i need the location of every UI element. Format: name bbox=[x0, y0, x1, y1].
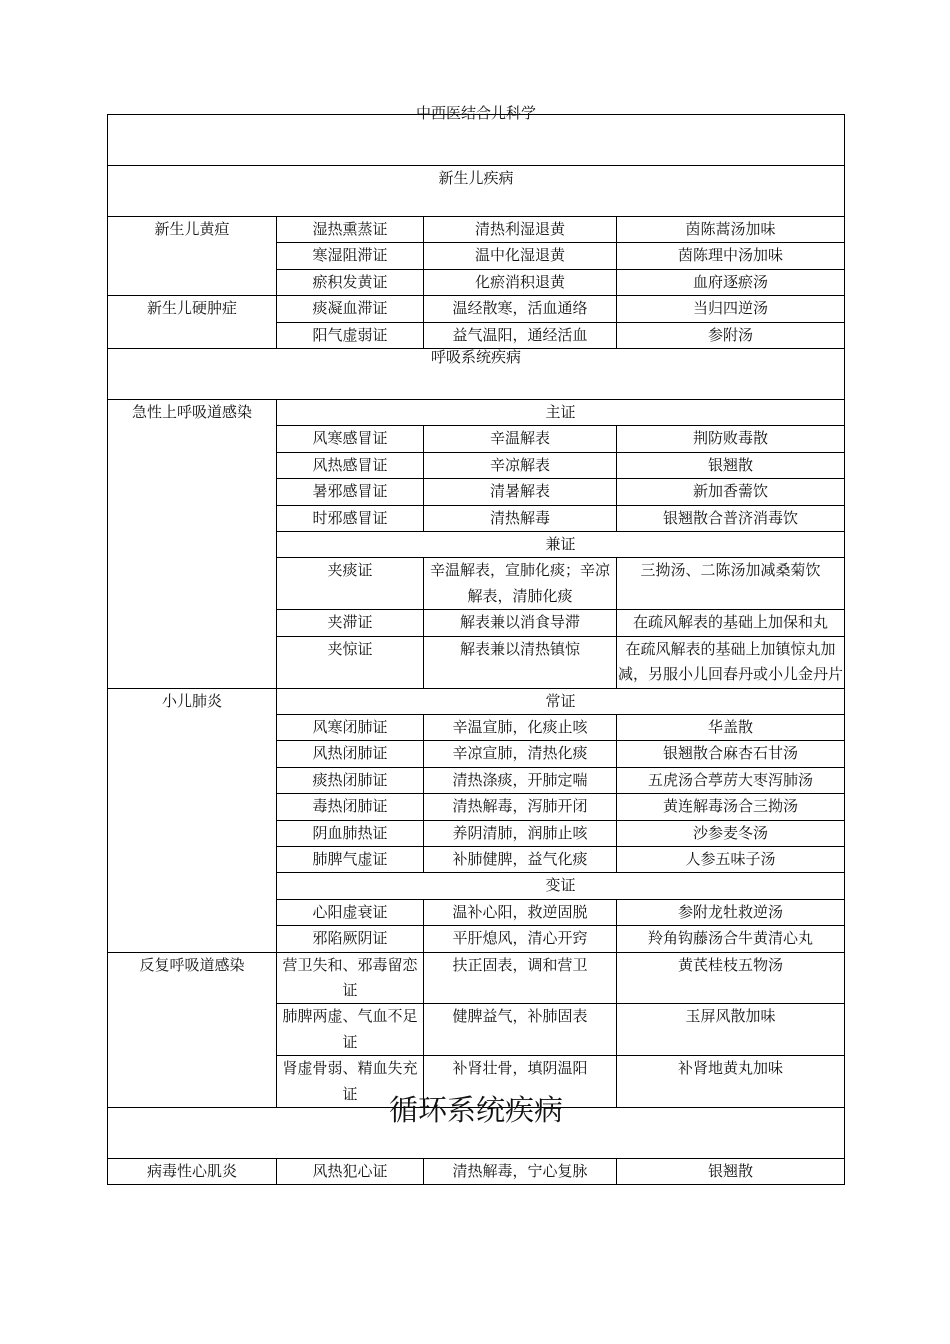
formula-cell: 参附汤 bbox=[617, 322, 845, 348]
disease-cell: 新生儿硬肿症 bbox=[108, 296, 277, 349]
syndrome-cell: 肺脾两虚、气血不足证 bbox=[277, 1004, 424, 1056]
treatment-cell: 补肺健脾，益气化痰 bbox=[424, 846, 617, 872]
tcm-pediatrics-table bbox=[107, 104, 845, 1185]
formula-cell: 羚角钩藤汤合牛黄清心丸 bbox=[617, 926, 845, 952]
syndrome-cell: 邪陷厥阴证 bbox=[277, 926, 424, 952]
treatment-cell: 健脾益气，补肺固表 bbox=[424, 1004, 617, 1056]
formula-cell: 人参五味子汤 bbox=[617, 846, 845, 872]
treatment-cell: 辛温解表 bbox=[424, 426, 617, 452]
disease-cell: 急性上呼吸道感染 bbox=[108, 400, 277, 688]
formula-cell: 补肾地黄丸加味 bbox=[617, 1056, 845, 1108]
syndrome-cell: 痰热闭肺证 bbox=[277, 767, 424, 793]
treatment-cell: 清热解毒，泻肺开闭 bbox=[424, 794, 617, 820]
treatment-cell: 辛凉解表 bbox=[424, 452, 617, 478]
treatment-cell: 清热解毒 bbox=[424, 505, 617, 531]
formula-cell: 茵陈理中汤加味 bbox=[617, 243, 845, 269]
formula-cell: 参附龙牡救逆汤 bbox=[617, 899, 845, 925]
treatment-cell: 解表兼以清热镇惊 bbox=[424, 636, 617, 688]
syndrome-cell: 瘀积发黄证 bbox=[277, 269, 424, 295]
table-row bbox=[108, 296, 845, 322]
treatment-cell: 温经散寒，活血通络 bbox=[424, 296, 617, 322]
syndrome-cell: 风寒感冒证 bbox=[277, 426, 424, 452]
syndrome-cell: 夹惊证 bbox=[277, 636, 424, 688]
syndrome-cell: 营卫失和、邪毒留恋证 bbox=[277, 952, 424, 1004]
syndrome-cell: 夹痰证 bbox=[277, 558, 424, 610]
table-row bbox=[108, 400, 845, 426]
syndrome-cell: 阴血肺热证 bbox=[277, 820, 424, 846]
formula-cell: 银翘散合普济消毒饮 bbox=[617, 505, 845, 531]
treatment-cell: 化瘀消积退黄 bbox=[424, 269, 617, 295]
syndrome-cell: 风热感冒证 bbox=[277, 452, 424, 478]
syndrome-cell: 风热犯心证 bbox=[277, 1159, 424, 1185]
treatment-cell: 补肾壮骨，填阴温阳 bbox=[424, 1056, 617, 1108]
syndrome-cell: 夹滞证 bbox=[277, 610, 424, 636]
disease-cell: 新生儿黄疸 bbox=[108, 217, 277, 296]
syndrome-cell: 时邪感冒证 bbox=[277, 505, 424, 531]
treatment-cell: 清热利湿退黄 bbox=[424, 217, 617, 243]
section-newborn: 新生儿疾病 bbox=[108, 166, 845, 217]
table-row bbox=[108, 1159, 845, 1185]
section-respiratory: 呼吸系统疾病 bbox=[108, 349, 845, 400]
syndrome-cell: 肺脾气虚证 bbox=[277, 846, 424, 872]
treatment-cell: 扶正固表，调和营卫 bbox=[424, 952, 617, 1004]
formula-cell: 五虎汤合葶苈大枣泻肺汤 bbox=[617, 767, 845, 793]
formula-cell: 银翘散合麻杏石甘汤 bbox=[617, 741, 845, 767]
disease-cell: 病毒性心肌炎 bbox=[108, 1159, 277, 1185]
treatment-cell: 温补心阳，救逆固脱 bbox=[424, 899, 617, 925]
document-title: 中西医结合儿科学 bbox=[108, 115, 845, 166]
syndrome-cell: 心阳虚衰证 bbox=[277, 899, 424, 925]
formula-cell: 血府逐瘀汤 bbox=[617, 269, 845, 295]
syndrome-cell: 湿热熏蒸证 bbox=[277, 217, 424, 243]
formula-cell: 银翘散 bbox=[617, 1159, 845, 1185]
table-row bbox=[108, 688, 845, 714]
treatment-cell: 养阴清肺，润肺止咳 bbox=[424, 820, 617, 846]
syndrome-cell: 阳气虚弱证 bbox=[277, 322, 424, 348]
disease-cell: 反复呼吸道感染 bbox=[108, 952, 277, 1107]
formula-cell: 银翘散 bbox=[617, 452, 845, 478]
treatment-cell: 清热涤痰，开肺定喘 bbox=[424, 767, 617, 793]
formula-cell: 新加香薷饮 bbox=[617, 479, 845, 505]
formula-cell: 华盖散 bbox=[617, 714, 845, 740]
formula-cell: 沙参麦冬汤 bbox=[617, 820, 845, 846]
formula-cell: 黄芪桂枝五物汤 bbox=[617, 952, 845, 1004]
syndrome-cell: 暑邪感冒证 bbox=[277, 479, 424, 505]
treatment-cell: 清热解毒，宁心复脉 bbox=[424, 1159, 617, 1185]
syndrome-cell: 风热闭肺证 bbox=[277, 741, 424, 767]
syndrome-cell: 寒湿阻滞证 bbox=[277, 243, 424, 269]
treatment-cell: 清暑解表 bbox=[424, 479, 617, 505]
treatment-cell: 平肝熄风，清心开窍 bbox=[424, 926, 617, 952]
syndrome-cell: 毒热闭肺证 bbox=[277, 794, 424, 820]
formula-cell: 荆防败毒散 bbox=[617, 426, 845, 452]
subheading-main: 主证 bbox=[277, 400, 845, 426]
formula-cell: 在疏风解表的基础上加镇惊丸加减，另服小儿回春丹或小儿金丹片 bbox=[617, 636, 845, 688]
subheading-common: 常证 bbox=[277, 688, 845, 714]
table-row bbox=[108, 217, 845, 243]
subheading-combo: 兼证 bbox=[277, 532, 845, 558]
subheading-variant: 变证 bbox=[277, 873, 845, 899]
treatment-cell: 益气温阳，通经活血 bbox=[424, 322, 617, 348]
treatment-cell: 辛凉宣肺，清热化痰 bbox=[424, 741, 617, 767]
table-row bbox=[108, 952, 845, 1004]
formula-cell: 黄连解毒汤合三拗汤 bbox=[617, 794, 845, 820]
formula-cell: 三拗汤、二陈汤加减桑菊饮 bbox=[617, 558, 845, 610]
syndrome-cell: 痰凝血滞证 bbox=[277, 296, 424, 322]
syndrome-cell: 肾虚骨弱、精血失充证 bbox=[277, 1056, 424, 1108]
formula-cell: 当归四逆汤 bbox=[617, 296, 845, 322]
treatment-cell: 辛温宣肺，化痰止咳 bbox=[424, 714, 617, 740]
disease-cell: 小儿肺炎 bbox=[108, 688, 277, 952]
syndrome-cell: 风寒闭肺证 bbox=[277, 714, 424, 740]
section-circulatory: 循环系统疾病 bbox=[108, 1108, 845, 1159]
formula-cell: 在疏风解表的基础上加保和丸 bbox=[617, 610, 845, 636]
treatment-cell: 解表兼以消食导滞 bbox=[424, 610, 617, 636]
formula-cell: 茵陈蒿汤加味 bbox=[617, 217, 845, 243]
formula-cell: 玉屏风散加味 bbox=[617, 1004, 845, 1056]
treatment-cell: 辛温解表，宣肺化痰；辛凉解表，清肺化痰 bbox=[424, 558, 617, 610]
treatment-cell: 温中化湿退黄 bbox=[424, 243, 617, 269]
